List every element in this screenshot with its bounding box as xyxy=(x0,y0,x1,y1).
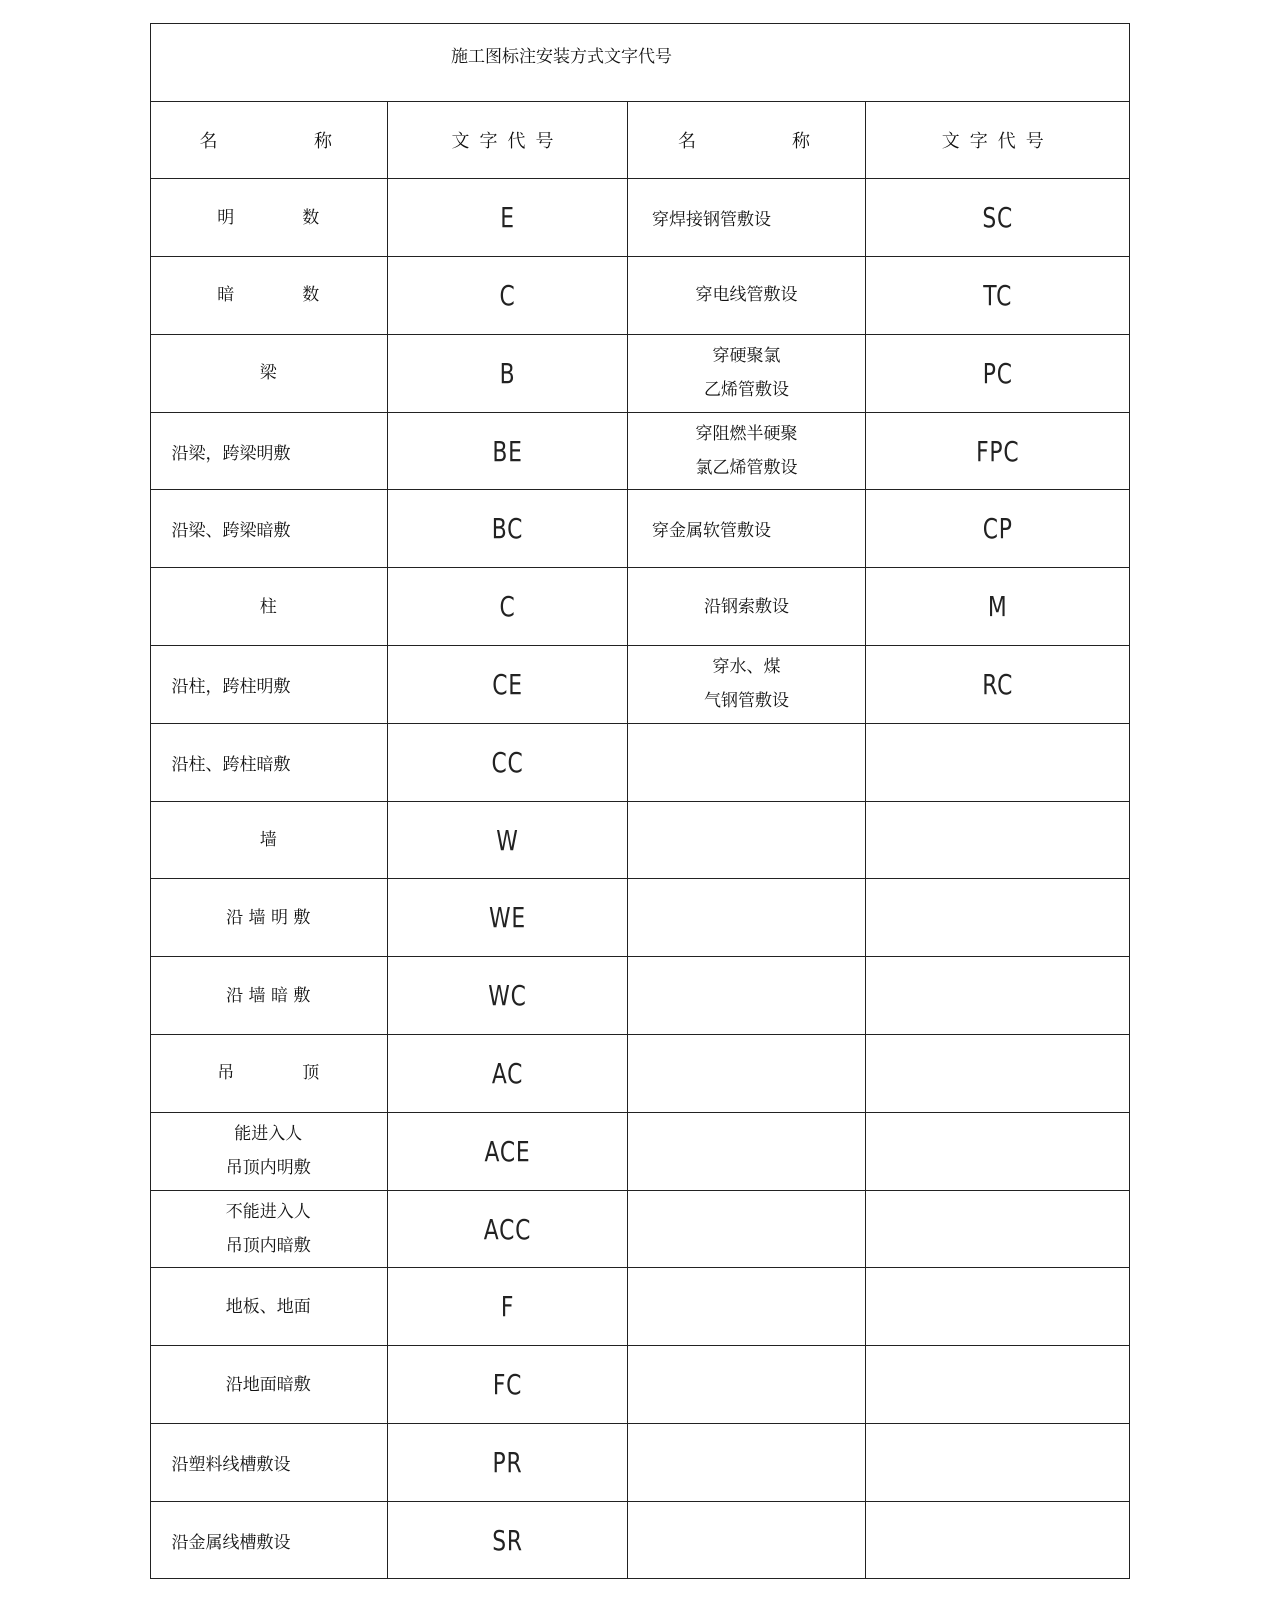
empty-cell xyxy=(628,723,866,801)
empty-cell xyxy=(628,957,866,1035)
name-cell xyxy=(150,334,388,412)
code-cell xyxy=(388,879,628,957)
title-row xyxy=(151,24,1129,102)
row-name-line-1: 穿阻燃半硬聚 xyxy=(695,424,798,445)
code-cell xyxy=(388,1112,628,1190)
name-cell xyxy=(628,646,866,724)
code-cell xyxy=(866,412,1130,490)
row-code: BC xyxy=(491,512,524,546)
empty-cell xyxy=(866,801,1130,879)
empty-cell xyxy=(866,1424,1130,1502)
table-row xyxy=(150,879,1130,957)
table-row xyxy=(150,334,1130,412)
table-row xyxy=(150,1424,1130,1502)
row-name: 沿金属线槽敷设 xyxy=(171,1532,291,1553)
table-row xyxy=(150,1501,1130,1579)
row-name-line-2: 氯乙烯管敷设 xyxy=(695,458,798,479)
name-cell xyxy=(150,1268,388,1346)
empty-cell xyxy=(628,1501,866,1579)
row-code: WE xyxy=(489,901,526,935)
row-code: PC xyxy=(982,356,1013,390)
name-cell xyxy=(150,257,388,335)
table-row xyxy=(150,568,1130,646)
header-name-left xyxy=(150,101,388,179)
row-name-line-1: 穿硬聚氯 xyxy=(712,346,781,367)
row-name-line-2: 气钢管敷设 xyxy=(704,691,789,712)
row-code: FC xyxy=(492,1368,523,1402)
row-name: 明 数 xyxy=(217,207,320,228)
document-sheet xyxy=(150,23,1130,1579)
row-name: 吊 顶 xyxy=(217,1063,320,1084)
table-row xyxy=(150,257,1130,335)
code-cell xyxy=(388,1501,628,1579)
header-code-label: 文字代号 xyxy=(451,130,564,152)
code-cell xyxy=(388,1268,628,1346)
row-code: ACC xyxy=(483,1212,532,1246)
row-name: 沿梁、跨梁暗敷 xyxy=(171,521,291,542)
table-row xyxy=(150,957,1130,1035)
empty-cell xyxy=(628,1112,866,1190)
header-row xyxy=(150,101,1130,179)
row-name: 沿柱、跨柱暗敷 xyxy=(171,754,291,775)
empty-cell xyxy=(866,723,1130,801)
empty-cell xyxy=(866,1035,1130,1113)
header-name-char-1: 名 xyxy=(199,130,218,152)
row-name-line-1: 能进入人 xyxy=(234,1124,303,1145)
table-title: 施工图标注安装方式文字代号 xyxy=(451,47,672,67)
name-cell xyxy=(150,490,388,568)
row-name-line-1: 穿水、煤 xyxy=(712,657,781,678)
code-cell xyxy=(388,257,628,335)
code-cell xyxy=(388,490,628,568)
row-name: 沿梁，跨梁明敷 xyxy=(171,443,291,464)
header-code-label: 文字代号 xyxy=(941,130,1054,152)
row-code: TC xyxy=(983,278,1013,312)
row-code: M xyxy=(987,590,1008,624)
table-row xyxy=(150,1268,1130,1346)
empty-cell xyxy=(628,1424,866,1502)
name-cell xyxy=(150,1346,388,1424)
row-name: 沿 墙 暗 敷 xyxy=(226,985,311,1006)
row-name: 柱 xyxy=(259,596,277,617)
row-code: SC xyxy=(982,201,1014,235)
row-name-line-1: 不能进入人 xyxy=(225,1202,311,1223)
empty-cell xyxy=(866,1268,1130,1346)
code-cell xyxy=(388,1190,628,1268)
row-name-line-2: 乙烯管敷设 xyxy=(704,380,789,401)
header-code-left xyxy=(388,101,628,179)
row-code: SR xyxy=(492,1523,523,1557)
row-code: WC xyxy=(488,979,527,1013)
name-cell xyxy=(150,801,388,879)
empty-cell xyxy=(866,1501,1130,1579)
table-row xyxy=(150,801,1130,879)
row-code: CP xyxy=(982,512,1013,546)
table-row xyxy=(150,490,1130,568)
row-name: 梁 xyxy=(259,363,277,384)
header-name-char-1: 名 xyxy=(678,130,696,152)
empty-cell xyxy=(628,1035,866,1113)
code-cell xyxy=(866,179,1130,257)
row-code: FPC xyxy=(976,434,1020,468)
name-cell xyxy=(628,179,866,257)
row-code: B xyxy=(499,356,516,390)
install-code-table xyxy=(150,101,1130,1579)
row-name: 穿电线管敷设 xyxy=(695,285,798,306)
name-cell xyxy=(150,1035,388,1113)
row-code: RC xyxy=(982,667,1014,701)
row-code: CC xyxy=(491,745,524,779)
code-cell xyxy=(866,646,1130,724)
row-name: 沿塑料线槽敷设 xyxy=(171,1454,291,1475)
row-name: 沿钢索敷设 xyxy=(704,596,789,617)
empty-cell xyxy=(866,1112,1130,1190)
row-code: F xyxy=(500,1290,515,1324)
header-name-char-2: 称 xyxy=(314,130,332,152)
row-name-line-2: 吊顶内明敷 xyxy=(225,1158,311,1179)
code-cell xyxy=(388,646,628,724)
row-name: 沿柱，跨柱明敷 xyxy=(171,676,291,697)
name-cell xyxy=(150,568,388,646)
name-cell xyxy=(150,1501,388,1579)
code-cell xyxy=(388,1035,628,1113)
table-row xyxy=(150,179,1130,257)
name-cell xyxy=(628,257,866,335)
empty-cell xyxy=(628,1346,866,1424)
row-name: 墙 xyxy=(259,830,277,851)
empty-cell xyxy=(628,1268,866,1346)
row-code: ACE xyxy=(484,1134,531,1168)
empty-cell xyxy=(866,1346,1130,1424)
row-code: E xyxy=(500,201,515,235)
row-code: BE xyxy=(492,434,523,468)
code-cell xyxy=(388,801,628,879)
name-cell xyxy=(628,490,866,568)
empty-cell xyxy=(866,1190,1130,1268)
header-name-char-2: 称 xyxy=(792,130,810,152)
name-cell xyxy=(628,334,866,412)
row-name: 沿地面暗敷 xyxy=(225,1374,311,1395)
name-cell xyxy=(150,1424,388,1502)
table-row xyxy=(150,412,1130,490)
empty-cell xyxy=(628,879,866,957)
name-cell xyxy=(628,568,866,646)
row-name: 暗 数 xyxy=(217,285,320,306)
code-cell xyxy=(866,334,1130,412)
table-row xyxy=(150,1190,1130,1268)
name-cell xyxy=(150,1112,388,1190)
header-name-right xyxy=(628,101,866,179)
code-cell xyxy=(388,568,628,646)
code-cell xyxy=(388,179,628,257)
code-cell xyxy=(866,490,1130,568)
row-name: 穿金属软管敷设 xyxy=(652,521,771,542)
row-code: C xyxy=(499,278,516,312)
row-name: 地板、地面 xyxy=(225,1296,311,1317)
table-row xyxy=(150,1346,1130,1424)
name-cell xyxy=(150,179,388,257)
row-name: 穿焊接钢管敷设 xyxy=(652,210,771,231)
table-row xyxy=(150,1035,1130,1113)
name-cell xyxy=(150,723,388,801)
code-cell xyxy=(388,1346,628,1424)
code-cell xyxy=(388,723,628,801)
name-cell xyxy=(150,879,388,957)
row-code: PR xyxy=(492,1445,523,1479)
name-cell xyxy=(628,412,866,490)
name-cell xyxy=(150,412,388,490)
table-row xyxy=(150,646,1130,724)
empty-cell xyxy=(628,801,866,879)
code-cell xyxy=(388,334,628,412)
empty-cell xyxy=(866,879,1130,957)
name-cell xyxy=(150,957,388,1035)
empty-cell xyxy=(866,957,1130,1035)
row-code: CE xyxy=(492,667,523,701)
code-cell xyxy=(866,257,1130,335)
code-cell xyxy=(388,1424,628,1502)
row-name: 沿 墙 明 敷 xyxy=(226,907,311,928)
row-code: W xyxy=(496,823,519,857)
code-cell xyxy=(388,957,628,1035)
row-name-line-2: 吊顶内暗敷 xyxy=(225,1236,311,1257)
code-cell xyxy=(388,412,628,490)
header-code-right xyxy=(866,101,1130,179)
row-code: C xyxy=(499,590,516,624)
row-code: AC xyxy=(491,1056,524,1090)
code-cell xyxy=(866,568,1130,646)
name-cell xyxy=(150,646,388,724)
table-row xyxy=(150,723,1130,801)
table-row xyxy=(150,1112,1130,1190)
name-cell xyxy=(150,1190,388,1268)
empty-cell xyxy=(628,1190,866,1268)
